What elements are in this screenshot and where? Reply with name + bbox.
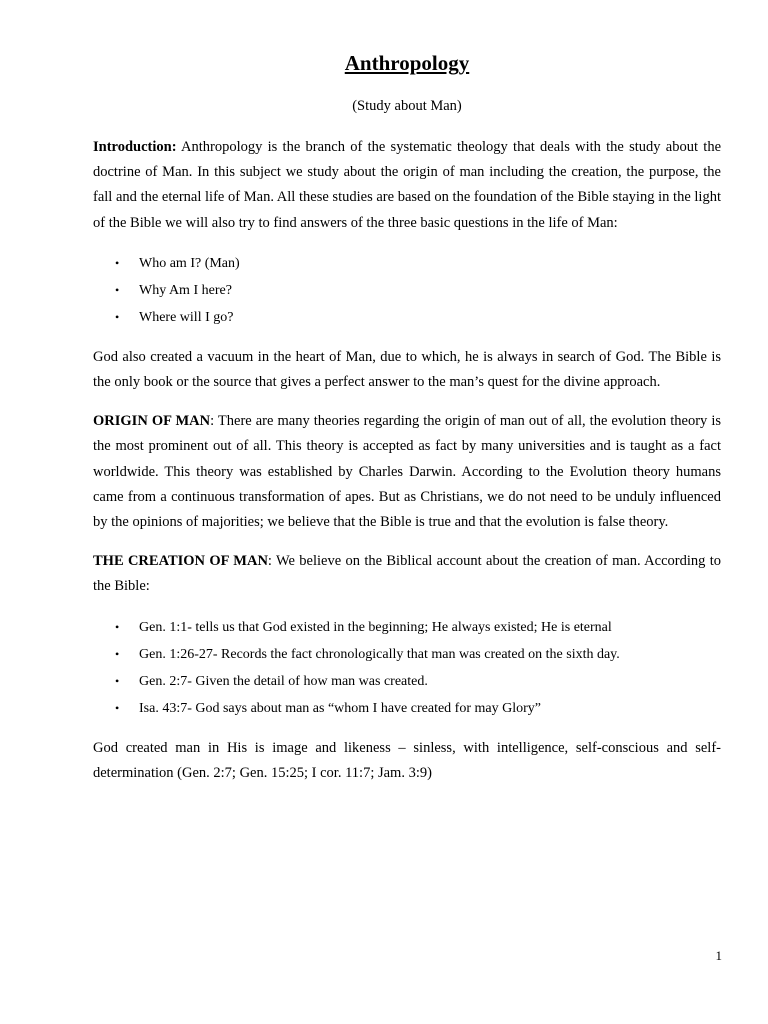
bullet-icon: •	[115, 673, 120, 688]
document-page	[93, 48, 721, 786]
list-item-text: Isa. 43:7- God says about man as “whom I have created for may Glory”	[139, 700, 541, 716]
list-item-text: Gen. 1:26-27- Records the fact chronologically that man was created on the sixth day.	[139, 646, 620, 662]
references-list	[93, 614, 721, 722]
bullet-icon: •	[115, 309, 120, 324]
list-item-text: Who am I? (Man)	[139, 255, 240, 271]
intro-paragraph	[93, 135, 721, 236]
list-item-text: Where will I go?	[139, 309, 234, 325]
bullet-icon: •	[115, 646, 120, 661]
creation-label: THE CREATION OF MAN	[93, 553, 268, 570]
list-item	[93, 250, 721, 277]
origin-text: : There are many theories regarding the origin of man out of all, the evolution theory is the most prominent out of all. This theory is accepted as fact by many universities and is taught as a fact worldwide. This theory was established by Charles Darwin. According to the Evolution theory humans came from a continuous transformation of apes. But as Christians, we do not need to be unduly influenced by the opinions of majorities; we believe that the Bible is true and that the evolution is false theory.	[93, 413, 721, 531]
list-item	[93, 695, 721, 722]
bullet-icon: •	[115, 619, 120, 634]
page-title: Anthropology	[344, 51, 470, 75]
list-item	[93, 277, 721, 304]
bullet-icon: •	[115, 282, 120, 297]
questions-list	[93, 250, 721, 331]
page-subtitle: (Study about Man)	[352, 98, 462, 114]
vacuum-paragraph: God also created a vacuum in the heart of Man, due to which, he is always in search of God. The Bible is the only book or the source that gives a perfect answer to the man’s quest for the divine approach.	[93, 348, 721, 391]
list-item	[93, 614, 721, 641]
intro-label: Introduction:	[93, 139, 177, 155]
list-item-text: Gen. 1:1- tells us that God existed in the beginning; He always existed; He is eternal	[139, 619, 612, 635]
list-item-text: Gen. 2:7- Given the detail of how man was created.	[139, 673, 428, 689]
origin-label: ORIGIN OF MAN	[93, 413, 211, 430]
page-number: 1	[715, 948, 722, 963]
list-item	[93, 641, 721, 668]
creation-paragraph	[93, 549, 721, 599]
image-likeness-paragraph: God created man in His is image and likeness – sinless, with intelligence, self-conscious and self-determination (Gen. 2:7; Gen. 15:25; I cor. 11:7; Jam. 3:9)	[93, 739, 721, 781]
bullet-icon: •	[115, 700, 120, 715]
intro-text: Anthropology is the branch of the systematic theology that deals with the study about the doctrine of Man. In this subject we study about the origin of man including the creation, the purpose, the fall and the eternal life of Man. All these studies are based on the foundation of the Bible staying in the light of the Bible we will also try to find answers of the three basic questions in the life of Man:	[93, 139, 721, 231]
list-item	[93, 668, 721, 695]
bullet-icon: •	[115, 255, 120, 270]
origin-paragraph	[93, 409, 721, 535]
list-item-text: Why Am I here?	[139, 282, 232, 298]
list-item	[93, 304, 721, 331]
creation-text: : We believe on the Biblical account about the creation of man. According to the Bible:	[93, 553, 721, 595]
